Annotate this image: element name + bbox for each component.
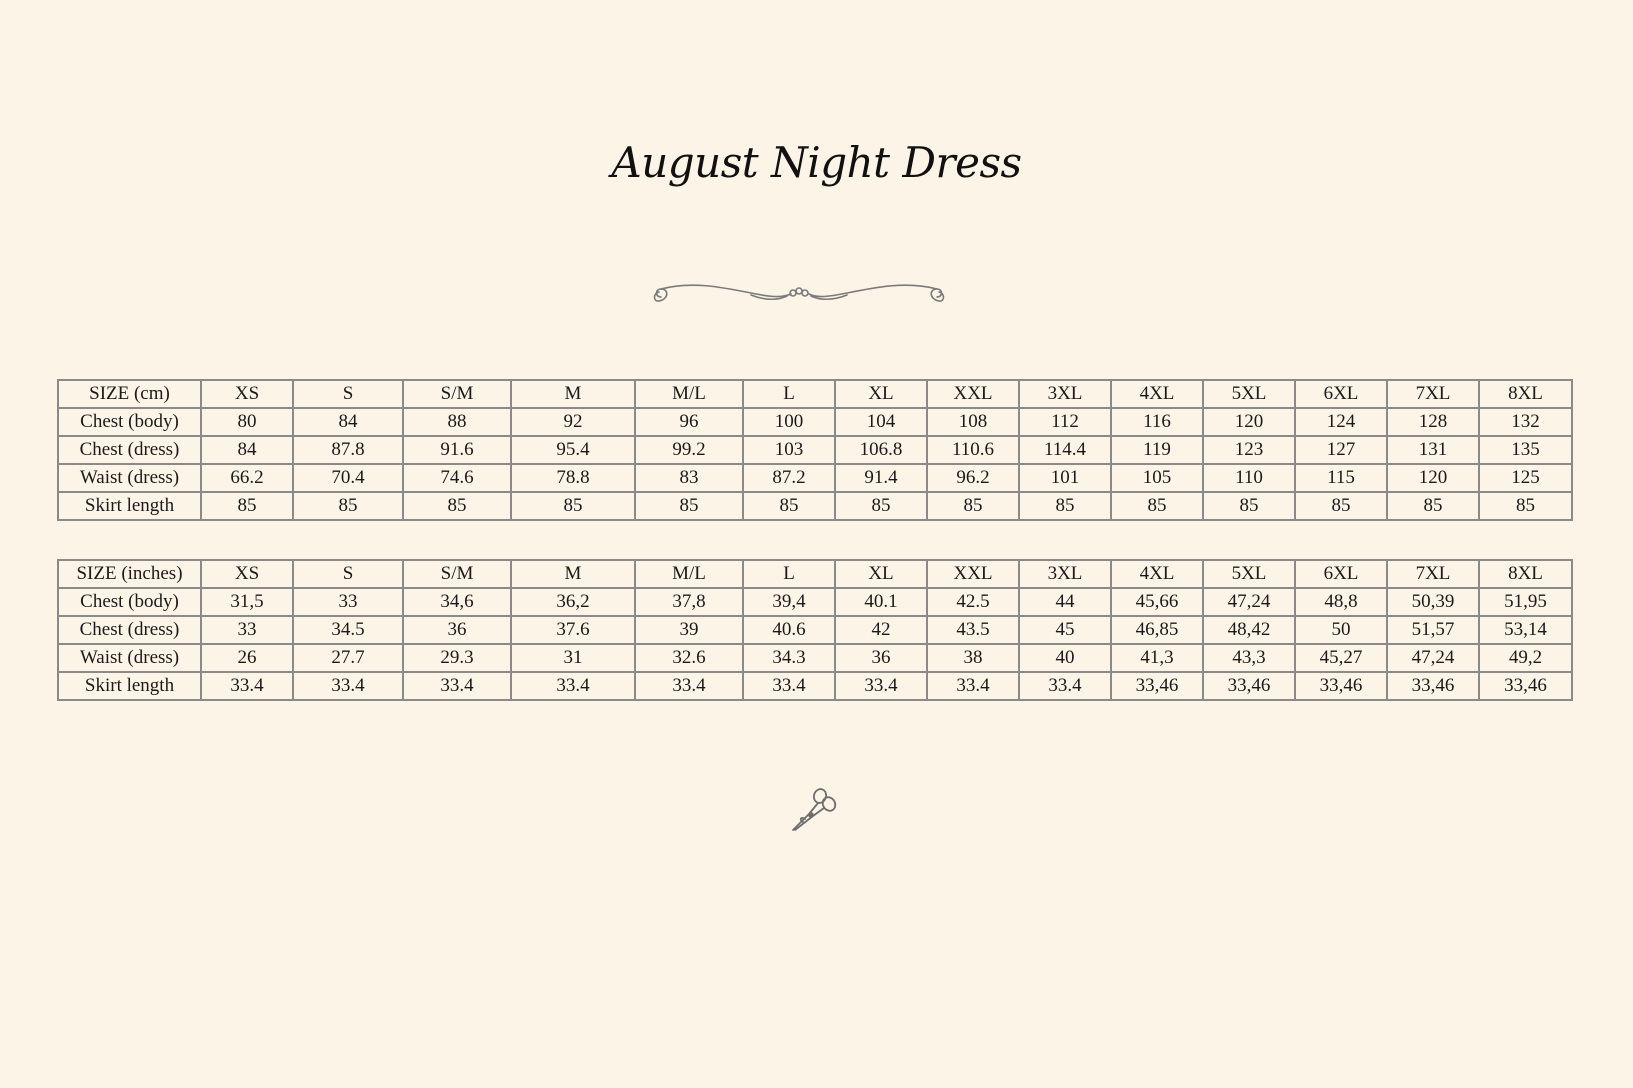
measurement-value-cell: 33.4 — [511, 672, 635, 700]
ornamental-flourish-icon — [651, 283, 947, 309]
measurement-value-cell: 125 — [1479, 464, 1572, 492]
measurement-value-cell: 33,46 — [1111, 672, 1203, 700]
measurement-value-cell: 85 — [293, 492, 403, 520]
size-header-cell: XL — [835, 560, 927, 588]
measurement-value-cell: 85 — [511, 492, 635, 520]
table-unit-header-cell: SIZE (inches) — [58, 560, 201, 588]
size-header-cell: M/L — [635, 560, 743, 588]
measurement-value-cell: 33.4 — [927, 672, 1019, 700]
measurement-value-cell: 47,24 — [1387, 644, 1479, 672]
size-table-cm — [57, 379, 1573, 521]
measurement-label-cell: Chest (body) — [58, 408, 201, 436]
table-row — [58, 408, 1572, 436]
table-row — [58, 436, 1572, 464]
size-header-cell: XS — [201, 380, 293, 408]
measurement-value-cell: 85 — [1479, 492, 1572, 520]
measurement-value-cell: 96 — [635, 408, 743, 436]
measurement-value-cell: 99.2 — [635, 436, 743, 464]
measurement-value-cell: 36,2 — [511, 588, 635, 616]
measurement-value-cell: 33.4 — [743, 672, 835, 700]
size-header-cell: XXL — [927, 380, 1019, 408]
measurement-value-cell: 108 — [927, 408, 1019, 436]
measurement-value-cell: 43,3 — [1203, 644, 1295, 672]
measurement-value-cell: 101 — [1019, 464, 1111, 492]
measurement-value-cell: 124 — [1295, 408, 1387, 436]
table-row — [58, 616, 1572, 644]
scissors-icon — [787, 786, 837, 834]
measurement-value-cell: 50 — [1295, 616, 1387, 644]
measurement-value-cell: 66.2 — [201, 464, 293, 492]
measurement-value-cell: 110 — [1203, 464, 1295, 492]
measurement-value-cell: 132 — [1479, 408, 1572, 436]
measurement-value-cell: 48,8 — [1295, 588, 1387, 616]
size-header-cell: M — [511, 560, 635, 588]
measurement-value-cell: 33.4 — [635, 672, 743, 700]
measurement-value-cell: 70.4 — [293, 464, 403, 492]
table-header-row — [58, 560, 1572, 588]
measurement-value-cell: 42 — [835, 616, 927, 644]
measurement-value-cell: 85 — [927, 492, 1019, 520]
size-header-cell: 8XL — [1479, 380, 1572, 408]
measurement-value-cell: 85 — [743, 492, 835, 520]
size-header-cell: 3XL — [1019, 560, 1111, 588]
measurement-value-cell: 53,14 — [1479, 616, 1572, 644]
measurement-value-cell: 114.4 — [1019, 436, 1111, 464]
size-header-cell: 7XL — [1387, 380, 1479, 408]
measurement-value-cell: 91.6 — [403, 436, 511, 464]
measurement-value-cell: 95.4 — [511, 436, 635, 464]
measurement-value-cell: 119 — [1111, 436, 1203, 464]
measurement-label-cell: Waist (dress) — [58, 464, 201, 492]
measurement-value-cell: 40.6 — [743, 616, 835, 644]
measurement-value-cell: 116 — [1111, 408, 1203, 436]
measurement-value-cell: 127 — [1295, 436, 1387, 464]
size-header-cell: 5XL — [1203, 560, 1295, 588]
measurement-value-cell: 104 — [835, 408, 927, 436]
size-header-cell: XXL — [927, 560, 1019, 588]
measurement-value-cell: 84 — [201, 436, 293, 464]
measurement-value-cell: 88 — [403, 408, 511, 436]
measurement-value-cell: 38 — [927, 644, 1019, 672]
table-row — [58, 644, 1572, 672]
size-header-cell: M — [511, 380, 635, 408]
measurement-value-cell: 42.5 — [927, 588, 1019, 616]
measurement-value-cell: 74.6 — [403, 464, 511, 492]
measurement-label-cell: Chest (dress) — [58, 616, 201, 644]
measurement-value-cell: 48,42 — [1203, 616, 1295, 644]
size-header-cell: 7XL — [1387, 560, 1479, 588]
size-header-cell: S/M — [403, 560, 511, 588]
size-header-cell: S — [293, 560, 403, 588]
measurement-value-cell: 39,4 — [743, 588, 835, 616]
size-header-cell: S — [293, 380, 403, 408]
size-header-cell: 4XL — [1111, 380, 1203, 408]
measurement-value-cell: 87.2 — [743, 464, 835, 492]
measurement-value-cell: 115 — [1295, 464, 1387, 492]
measurement-value-cell: 47,24 — [1203, 588, 1295, 616]
size-header-cell: 5XL — [1203, 380, 1295, 408]
measurement-value-cell: 33,46 — [1203, 672, 1295, 700]
measurement-value-cell: 31,5 — [201, 588, 293, 616]
measurement-value-cell: 31 — [511, 644, 635, 672]
size-header-cell: S/M — [403, 380, 511, 408]
page-title: August Night Dress — [611, 138, 1022, 187]
measurement-value-cell: 84 — [293, 408, 403, 436]
measurement-value-cell: 29.3 — [403, 644, 511, 672]
measurement-value-cell: 40 — [1019, 644, 1111, 672]
measurement-value-cell: 33 — [201, 616, 293, 644]
measurement-value-cell: 120 — [1203, 408, 1295, 436]
measurement-value-cell: 85 — [635, 492, 743, 520]
measurement-value-cell: 33 — [293, 588, 403, 616]
measurement-value-cell: 27.7 — [293, 644, 403, 672]
measurement-value-cell: 51,95 — [1479, 588, 1572, 616]
measurement-value-cell: 103 — [743, 436, 835, 464]
measurement-value-cell: 85 — [1203, 492, 1295, 520]
measurement-value-cell: 41,3 — [1111, 644, 1203, 672]
measurement-value-cell: 85 — [1387, 492, 1479, 520]
measurement-value-cell: 36 — [403, 616, 511, 644]
table-header-row — [58, 380, 1572, 408]
measurement-value-cell: 49,2 — [1479, 644, 1572, 672]
size-table-inches — [57, 559, 1573, 701]
size-header-cell: 4XL — [1111, 560, 1203, 588]
measurement-value-cell: 85 — [403, 492, 511, 520]
measurement-value-cell: 34.5 — [293, 616, 403, 644]
measurement-value-cell: 33.4 — [1019, 672, 1111, 700]
table-body — [58, 560, 1572, 700]
size-header-cell: 8XL — [1479, 560, 1572, 588]
measurement-value-cell: 50,39 — [1387, 588, 1479, 616]
measurement-value-cell: 120 — [1387, 464, 1479, 492]
measurement-value-cell: 33.4 — [201, 672, 293, 700]
measurement-value-cell: 123 — [1203, 436, 1295, 464]
table-row — [58, 588, 1572, 616]
measurement-value-cell: 87.8 — [293, 436, 403, 464]
size-header-cell: 6XL — [1295, 380, 1387, 408]
size-header-cell: L — [743, 380, 835, 408]
measurement-value-cell: 92 — [511, 408, 635, 436]
measurement-value-cell: 96.2 — [927, 464, 1019, 492]
measurement-value-cell: 128 — [1387, 408, 1479, 436]
size-header-cell: L — [743, 560, 835, 588]
measurement-value-cell: 37,8 — [635, 588, 743, 616]
measurement-value-cell: 33.4 — [835, 672, 927, 700]
measurement-value-cell: 34,6 — [403, 588, 511, 616]
measurement-value-cell: 45,66 — [1111, 588, 1203, 616]
size-header-cell: XS — [201, 560, 293, 588]
measurement-value-cell: 33,46 — [1479, 672, 1572, 700]
measurement-value-cell: 135 — [1479, 436, 1572, 464]
measurement-value-cell: 91.4 — [835, 464, 927, 492]
measurement-value-cell: 83 — [635, 464, 743, 492]
measurement-value-cell: 39 — [635, 616, 743, 644]
table-body — [58, 380, 1572, 520]
size-header-cell: 6XL — [1295, 560, 1387, 588]
measurement-value-cell: 33,46 — [1387, 672, 1479, 700]
measurement-value-cell: 45,27 — [1295, 644, 1387, 672]
measurement-value-cell: 33.4 — [403, 672, 511, 700]
measurement-label-cell: Skirt length — [58, 492, 201, 520]
measurement-value-cell: 80 — [201, 408, 293, 436]
measurement-value-cell: 34.3 — [743, 644, 835, 672]
measurement-value-cell: 106.8 — [835, 436, 927, 464]
measurement-value-cell: 33,46 — [1295, 672, 1387, 700]
measurement-label-cell: Chest (dress) — [58, 436, 201, 464]
size-header-cell: XL — [835, 380, 927, 408]
table-row — [58, 672, 1572, 700]
measurement-value-cell: 36 — [835, 644, 927, 672]
measurement-value-cell: 85 — [835, 492, 927, 520]
measurement-value-cell: 45 — [1019, 616, 1111, 644]
measurement-value-cell: 85 — [1111, 492, 1203, 520]
measurement-label-cell: Skirt length — [58, 672, 201, 700]
size-header-cell: 3XL — [1019, 380, 1111, 408]
measurement-value-cell: 32.6 — [635, 644, 743, 672]
measurement-value-cell: 85 — [1019, 492, 1111, 520]
table-unit-header-cell: SIZE (cm) — [58, 380, 201, 408]
table-row — [58, 492, 1572, 520]
measurement-value-cell: 40.1 — [835, 588, 927, 616]
measurement-value-cell: 44 — [1019, 588, 1111, 616]
measurement-value-cell: 131 — [1387, 436, 1479, 464]
measurement-value-cell: 112 — [1019, 408, 1111, 436]
measurement-label-cell: Waist (dress) — [58, 644, 201, 672]
measurement-value-cell: 100 — [743, 408, 835, 436]
measurement-value-cell: 33.4 — [293, 672, 403, 700]
measurement-value-cell: 26 — [201, 644, 293, 672]
measurement-value-cell: 43.5 — [927, 616, 1019, 644]
measurement-label-cell: Chest (body) — [58, 588, 201, 616]
measurement-value-cell: 37.6 — [511, 616, 635, 644]
size-header-cell: M/L — [635, 380, 743, 408]
measurement-value-cell: 78.8 — [511, 464, 635, 492]
measurement-value-cell: 51,57 — [1387, 616, 1479, 644]
measurement-value-cell: 46,85 — [1111, 616, 1203, 644]
table-row — [58, 464, 1572, 492]
measurement-value-cell: 85 — [1295, 492, 1387, 520]
measurement-value-cell: 105 — [1111, 464, 1203, 492]
measurement-value-cell: 110.6 — [927, 436, 1019, 464]
measurement-value-cell: 85 — [201, 492, 293, 520]
